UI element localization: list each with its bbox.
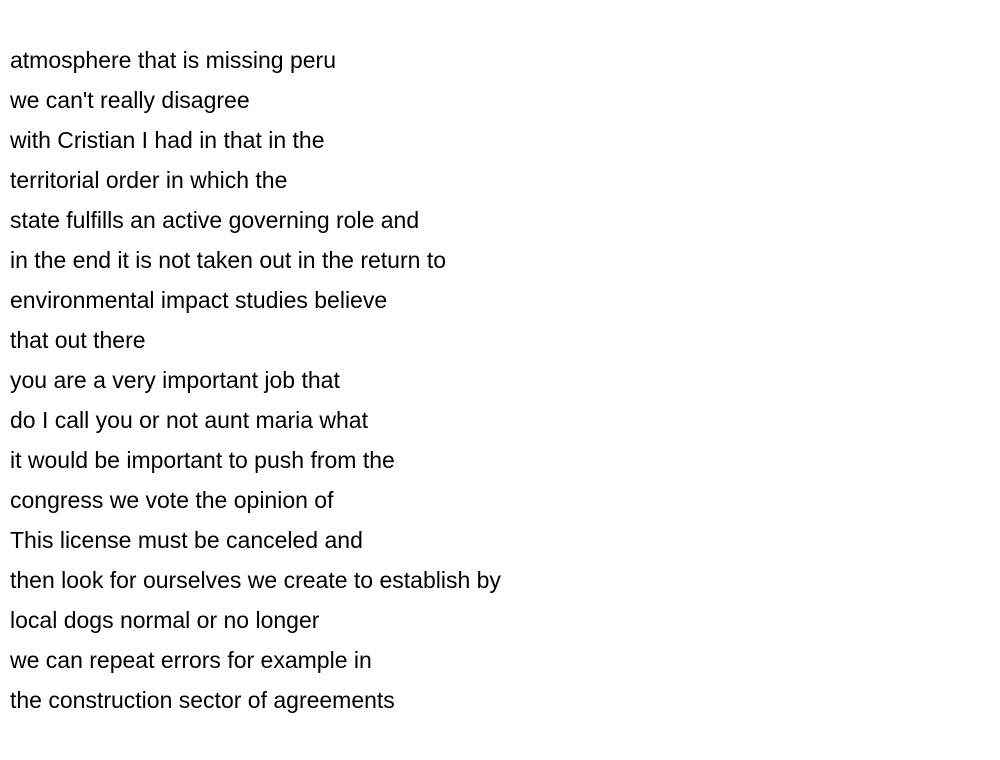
transcript-line: environmental impact studies believe <box>10 287 388 313</box>
transcript-line: the construction sector of agreements <box>10 687 395 713</box>
transcript-line: state fulfills an active governing role and <box>10 207 420 233</box>
transcript-line: with Cristian I had in that in the <box>10 127 325 153</box>
transcript-line: do I call you or not aunt maria what <box>10 407 368 433</box>
transcript-line: that out there <box>10 327 146 353</box>
transcript-line: it would be important to push from the <box>10 447 395 473</box>
transcript-line: territorial order in which the <box>10 167 288 193</box>
transcript-line: local dogs normal or no longer <box>10 607 320 633</box>
transcript-text <box>10 40 990 720</box>
transcript-line: in the end it is not taken out in the return to <box>10 247 447 273</box>
transcript-line: This license must be canceled and <box>10 527 363 553</box>
transcript-line: we can't really disagree <box>10 87 250 113</box>
transcript-line: then look for ourselves we create to establish by <box>10 567 501 593</box>
transcript-line: you are a very important job that <box>10 367 340 393</box>
transcript-line: congress we vote the opinion of <box>10 487 334 513</box>
transcript-line: atmosphere that is missing peru <box>10 47 336 73</box>
transcript-line: we can repeat errors for example in <box>10 647 372 673</box>
